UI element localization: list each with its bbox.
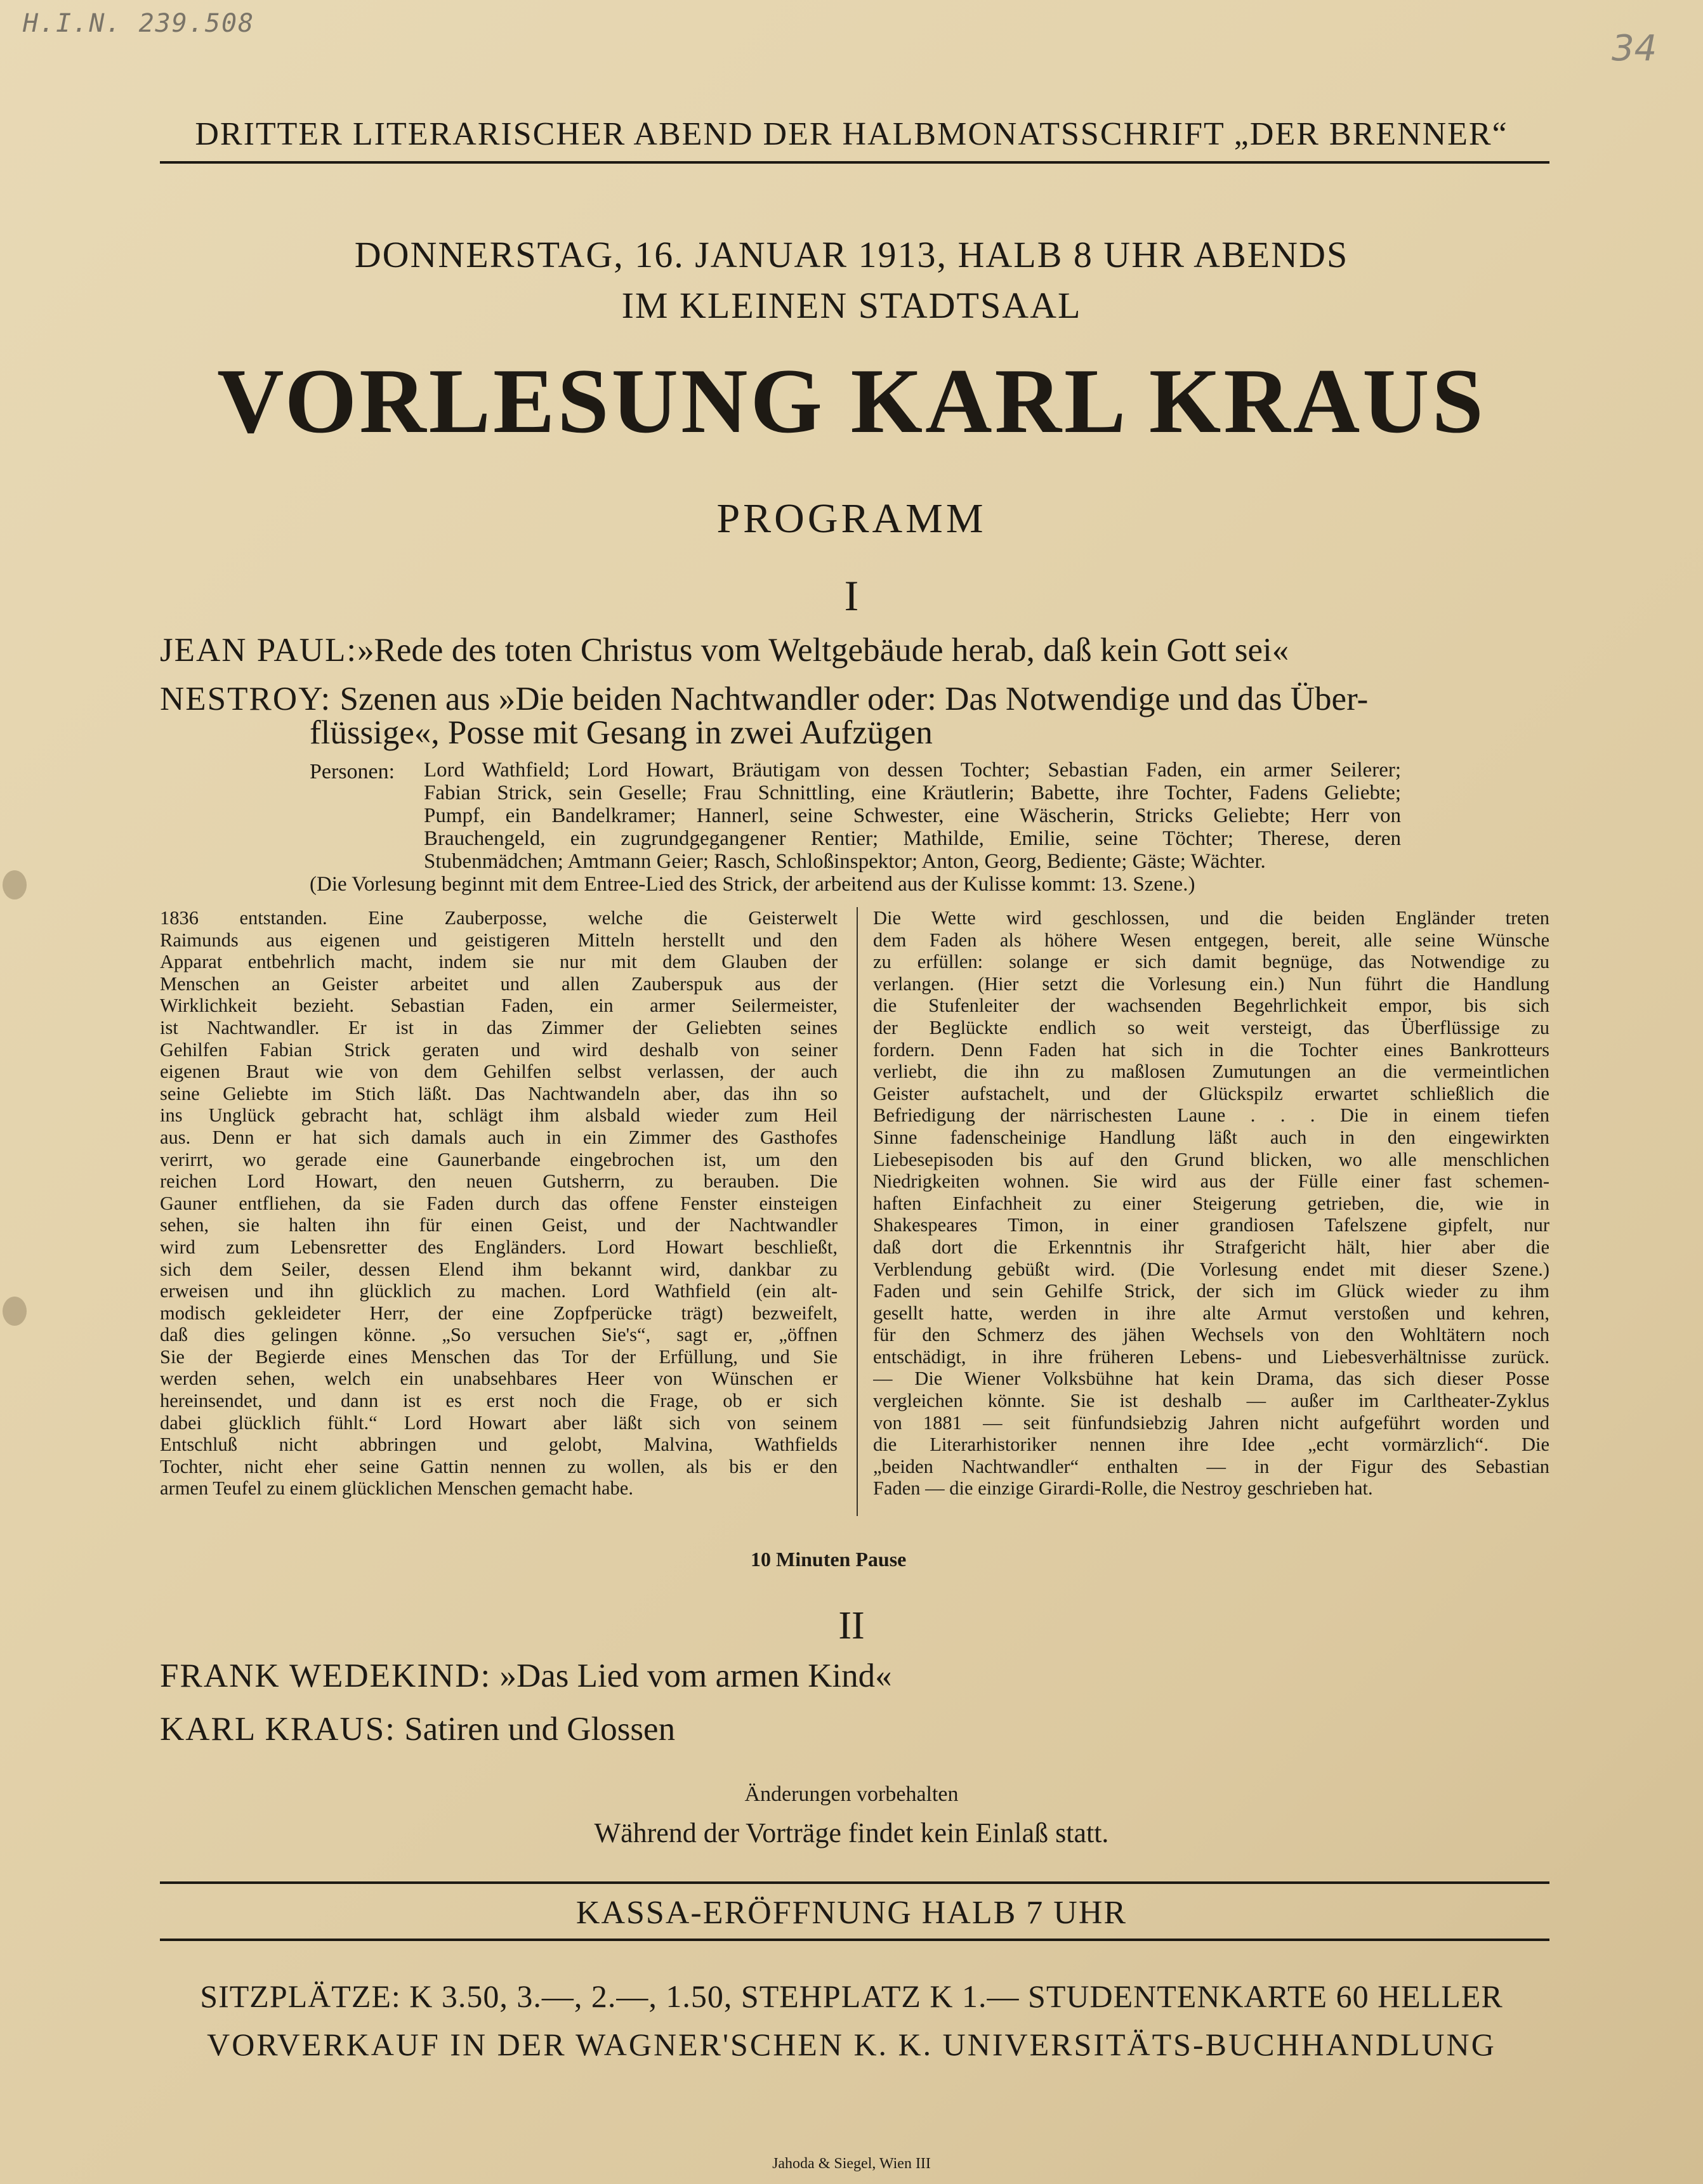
commentary-line: erweisen und ihn glücklich zu machen. Lord Wathfield (ein alt-: [160, 1280, 838, 1302]
commentary-line: Apparat entbehrlich macht, indem sie nur mit dem Glauben der: [160, 951, 838, 973]
column-divider: [857, 907, 858, 1516]
commentary-line: daß dort die Erkenntnis ihr Strafgericht hält, hier aber die: [873, 1236, 1549, 1258]
commentary-line: Shakespeares Timon, in einer grandiosen Tafelszene gipfelt, nur: [873, 1214, 1549, 1236]
commentary-line: für den Schmerz des jähen Wechsels von den Wohltätern noch: [873, 1324, 1549, 1346]
commentary-line: 1836 entstanden. Eine Zauberposse, welche die Geisterwelt: [160, 907, 838, 929]
presale-location: VORVERKAUF IN DER WAGNER'SCHEN K. K. UNIVERSITÄTS-BUCHHANDLUNG: [207, 2027, 1496, 2062]
commentary-line: eigenen Braut wie von dem Gehilfen selbst verlassen, der auch: [160, 1061, 838, 1083]
program-item-nestroy: [160, 680, 1368, 718]
commentary-line: Faden — die einzige Girardi-Rolle, die Nestroy geschrieben hat.: [873, 1477, 1373, 1500]
commentary-right-column: [873, 907, 1549, 1500]
persons-line: Fabian Strick, sein Geselle; Frau Schnittling, eine Kräutlerin; Babette, ihre Tochter, Fadens Geliebte;: [424, 781, 1401, 804]
commentary-line: gesellt hatte, werden in ihre alte Armut verstoßen und kehren,: [873, 1302, 1549, 1324]
author-kraus: KARL KRAUS:: [160, 1711, 396, 1748]
commentary-line: Liebesepisoden bis auf den Grund blicken, wo alle menschlichen: [873, 1148, 1549, 1170]
commentary-line: der Beglückte endlich so weit versteigt, das Überflüssige zu: [873, 1016, 1549, 1038]
persons-line: Lord Wathfield; Lord Howart, Bräutigam von dessen Tochter; Sebastian Faden, ein armer Seilerer;: [424, 759, 1401, 781]
commentary-line: Menschen an Geister arbeitet und allen Zauberspuk aus der: [160, 972, 838, 995]
work-nestroy-line2: flüssige«, Posse mit Gesang in zwei Aufzügen: [310, 714, 933, 751]
commentary-line: fordern. Denn Faden hat sich in die Tochter eines Bankrotteurs: [873, 1038, 1549, 1061]
commentary-line: wird zum Lebensretter des Engländers. Lord Howart beschließt,: [160, 1236, 838, 1258]
persons-line: Stubenmädchen; Amtmann Geier; Rasch, Schloßinspektor; Anton, Georg, Bediente; Gäste; Wächter.: [424, 850, 1266, 873]
commentary-line: hereinsendet, und dann ist es erst noch die Frage, ob er sich: [160, 1390, 838, 1412]
persons-line: Brauchengeld, ein zugrundgegangener Rentier; Mathilde, Emilie, seine Töchter; Therese, deren: [424, 827, 1401, 850]
commentary-line: Verblendung gebüßt wird. (Die Vorlesung endet mit dieser Szene.): [873, 1258, 1549, 1280]
commentary-line: Geister aufstachelt, und der Glückspilz erwartet schließlich die: [873, 1082, 1549, 1104]
reading-note: (Die Vorlesung beginnt mit dem Entree-Lied des Strick, der arbeitend aus der Kulisse kommt: 13. Szene.): [310, 873, 1195, 896]
punch-hole-upper: [3, 870, 27, 899]
series-heading: DRITTER LITERARISCHER ABEND DER HALBMONATSSCHRIFT „DER BRENNER“: [195, 116, 1508, 152]
commentary-line: Entschluß nicht abbringen und gelobt, Malvina, Wathfields: [160, 1434, 838, 1456]
commentary-line: zu erfüllen: solange er sich damit begnüge, das Notwendige zu: [873, 951, 1549, 973]
commentary-line: die Stufenleiter der wachsenden Begehrlichkeit empor, bis sich: [873, 995, 1549, 1017]
commentary-line: Niedrigkeiten wohnen. Sie wird aus der Fülle einer fast schemen-: [873, 1170, 1549, 1193]
commentary-line: dem Faden als höhere Wesen entgegen, bereit, alle seine Wünsche: [873, 929, 1549, 951]
commentary-line: dabei glücklich fühlt.“ Lord Howart aber läßt sich von seinem: [160, 1411, 838, 1434]
commentary-line: verirrt, wo gerade eine Gaunerbande eingebrochen ist, um den: [160, 1148, 838, 1170]
commentary-line: armen Teufel zu einem glücklichen Menschen gemacht habe.: [160, 1477, 633, 1500]
archive-stamp: H.I.N. 239.508: [23, 9, 255, 38]
commentary-line: Faden und sein Gehilfe Strick, der sich im Glück wieder zu ihm: [873, 1280, 1549, 1302]
commentary-line: entschädigt, in ihre früheren Lebens- und Liebesverhältnisse zurück.: [873, 1345, 1549, 1368]
commentary-line: die Literarhistoriker nennen ihre Idee „echt vormärzlich“. Die: [873, 1434, 1549, 1456]
commentary-line: Wirklichkeit bezieht. Sebastian Faden, ein armer Seilermeister,: [160, 995, 838, 1017]
commentary-line: ins Unglück gebracht hat, schlägt ihm alsbald wieder zum Heil: [160, 1104, 838, 1127]
commentary-line: sehen, sie halten ihn für einen Geist, und der Nachtwandler: [160, 1214, 838, 1236]
programm-heading: PROGRAMM: [716, 495, 987, 542]
event-title: VORLESUNG KARL KRAUS: [217, 350, 1486, 452]
commentary-line: Raimunds aus eigenen und geistigeren Mitteln herstellt und den: [160, 929, 838, 951]
commentary-line: verlangen. (Hier setzt die Vorlesung ein.) Nun führt die Handlung: [873, 972, 1549, 995]
commentary-line: von 1881 — seit fünfundsiebzig Jahren nicht aufgeführt worden und: [873, 1411, 1549, 1434]
box-office-opening: KASSA-ERÖFFNUNG HALB 7 UHR: [575, 1895, 1128, 1931]
commentary-line: Gauner entfliehen, da sie Faden durch das offene Fenster einsteigen: [160, 1192, 838, 1214]
work-wedekind: »Das Lied vom armen Kind«: [499, 1658, 892, 1694]
ticket-prices: SITZPLÄTZE: K 3.50, 3.—, 2.—, 1.50, STEHPLATZ K 1.— STUDENTENKARTE 60 HELLER: [200, 1978, 1503, 2014]
commentary-line: Befriedigung der närrischesten Laune . . . Die in einem tiefen: [873, 1104, 1549, 1127]
work-jean-paul: »Rede des toten Christus vom Weltgebäude herab, daß kein Gott sei«: [357, 632, 1289, 669]
program-item-jean-paul: [160, 631, 1289, 669]
commentary-line: Tochter, nicht eher seine Gattin nennen zu wollen, als bis er den: [160, 1455, 838, 1477]
commentary-line: ist Nachtwandler. Er ist in das Zimmer der Geliebten seines: [160, 1016, 838, 1038]
changes-reserved-note: Änderungen vorbehalten: [744, 1782, 959, 1806]
commentary-line: daß dies gelingen könne. „So versuchen Sie's“, sagt er, „öffnen: [160, 1324, 838, 1346]
no-entry-note: Während der Vorträge findet kein Einlaß statt.: [594, 1817, 1109, 1848]
commentary-line: Gehilfen Fabian Strick geraten und wird deshalb von seiner: [160, 1038, 838, 1061]
printer-imprint: Jahoda & Siegel, Wien III: [772, 2155, 931, 2172]
commentary-line: werden sehen, welch ein unabsehbares Heer von Wünschen er: [160, 1368, 838, 1390]
page-number: 34: [1612, 28, 1657, 69]
program-item-kraus: [160, 1710, 675, 1748]
commentary-line: vergleichen könnte. Sie ist deshalb — außer im Carltheater-Zyklus: [873, 1390, 1549, 1412]
author-wedekind: FRANK WEDEKIND:: [160, 1658, 492, 1694]
persons-label: Personen:: [310, 760, 395, 783]
punch-hole-lower: [3, 1297, 27, 1326]
work-kraus: Satiren und Glossen: [404, 1711, 676, 1748]
kassa-rule-bottom: [160, 1939, 1549, 1941]
part-two-numeral: II: [838, 1604, 865, 1647]
kassa-rule-top: [160, 1881, 1549, 1884]
persons-line: Pumpf, ein Bandelkramer; Hannerl, seine Schwester, eine Wäscherin, Stricks Geliebte; Herr von: [424, 804, 1401, 827]
commentary-line: sich dem Seiler, dessen Elend ihm bekannt wird, dankbar zu: [160, 1258, 838, 1280]
commentary-line: reichen Lord Howart, den neuen Gutsherrn, zu berauben. Die: [160, 1170, 838, 1193]
part-one-numeral: I: [844, 572, 859, 620]
intermission-note: 10 Minuten Pause: [751, 1548, 907, 1571]
author-jean-paul: JEAN PAUL:: [160, 632, 358, 669]
commentary-line: haften Einfachheit zu einer Steigerung getrieben, die, wie in: [873, 1192, 1549, 1214]
commentary-line: — Die Wiener Volksbühne hat kein Drama, das sich dieser Posse: [873, 1368, 1549, 1390]
commentary-line: modisch gekleideter Herr, der eine Zopfperücke trägt) bezweifelt,: [160, 1302, 838, 1324]
persons-list: [424, 759, 1401, 873]
commentary-line: aus. Denn er hat sich damals auch in ein Zimmer des Gasthofes: [160, 1126, 838, 1148]
commentary-line: Sinne fadenscheinige Handlung läßt auch in den eingewirkten: [873, 1126, 1549, 1148]
commentary-line: verliebt, die ihn zu maßlosen Zumutungen an die vermeintlichen: [873, 1061, 1549, 1083]
venue: IM KLEINEN STADTSAAL: [621, 285, 1082, 326]
work-nestroy-line1: Szenen aus »Die beiden Nachtwandler oder: Das Notwendige und das Über-: [339, 681, 1369, 717]
header-rule: [160, 161, 1549, 164]
commentary-line: seine Geliebte im Stich läßt. Das Nachtwandeln aber, das ihn so: [160, 1082, 838, 1104]
commentary-line: „beiden Nachtwandler“ enthalten — in der Figur des Sebastian: [873, 1455, 1549, 1477]
commentary-left-column: [160, 907, 838, 1500]
commentary-line: Die Wette wird geschlossen, und die beiden Engländer treten: [873, 907, 1549, 929]
commentary-line: Sie der Begierde eines Menschen das Tor der Erfüllung, und Sie: [160, 1345, 838, 1368]
program-item-wedekind: [160, 1657, 892, 1695]
date-time: DONNERSTAG, 16. JANUAR 1913, HALB 8 UHR ABENDS: [354, 234, 1349, 275]
author-nestroy: NESTROY:: [160, 681, 332, 717]
